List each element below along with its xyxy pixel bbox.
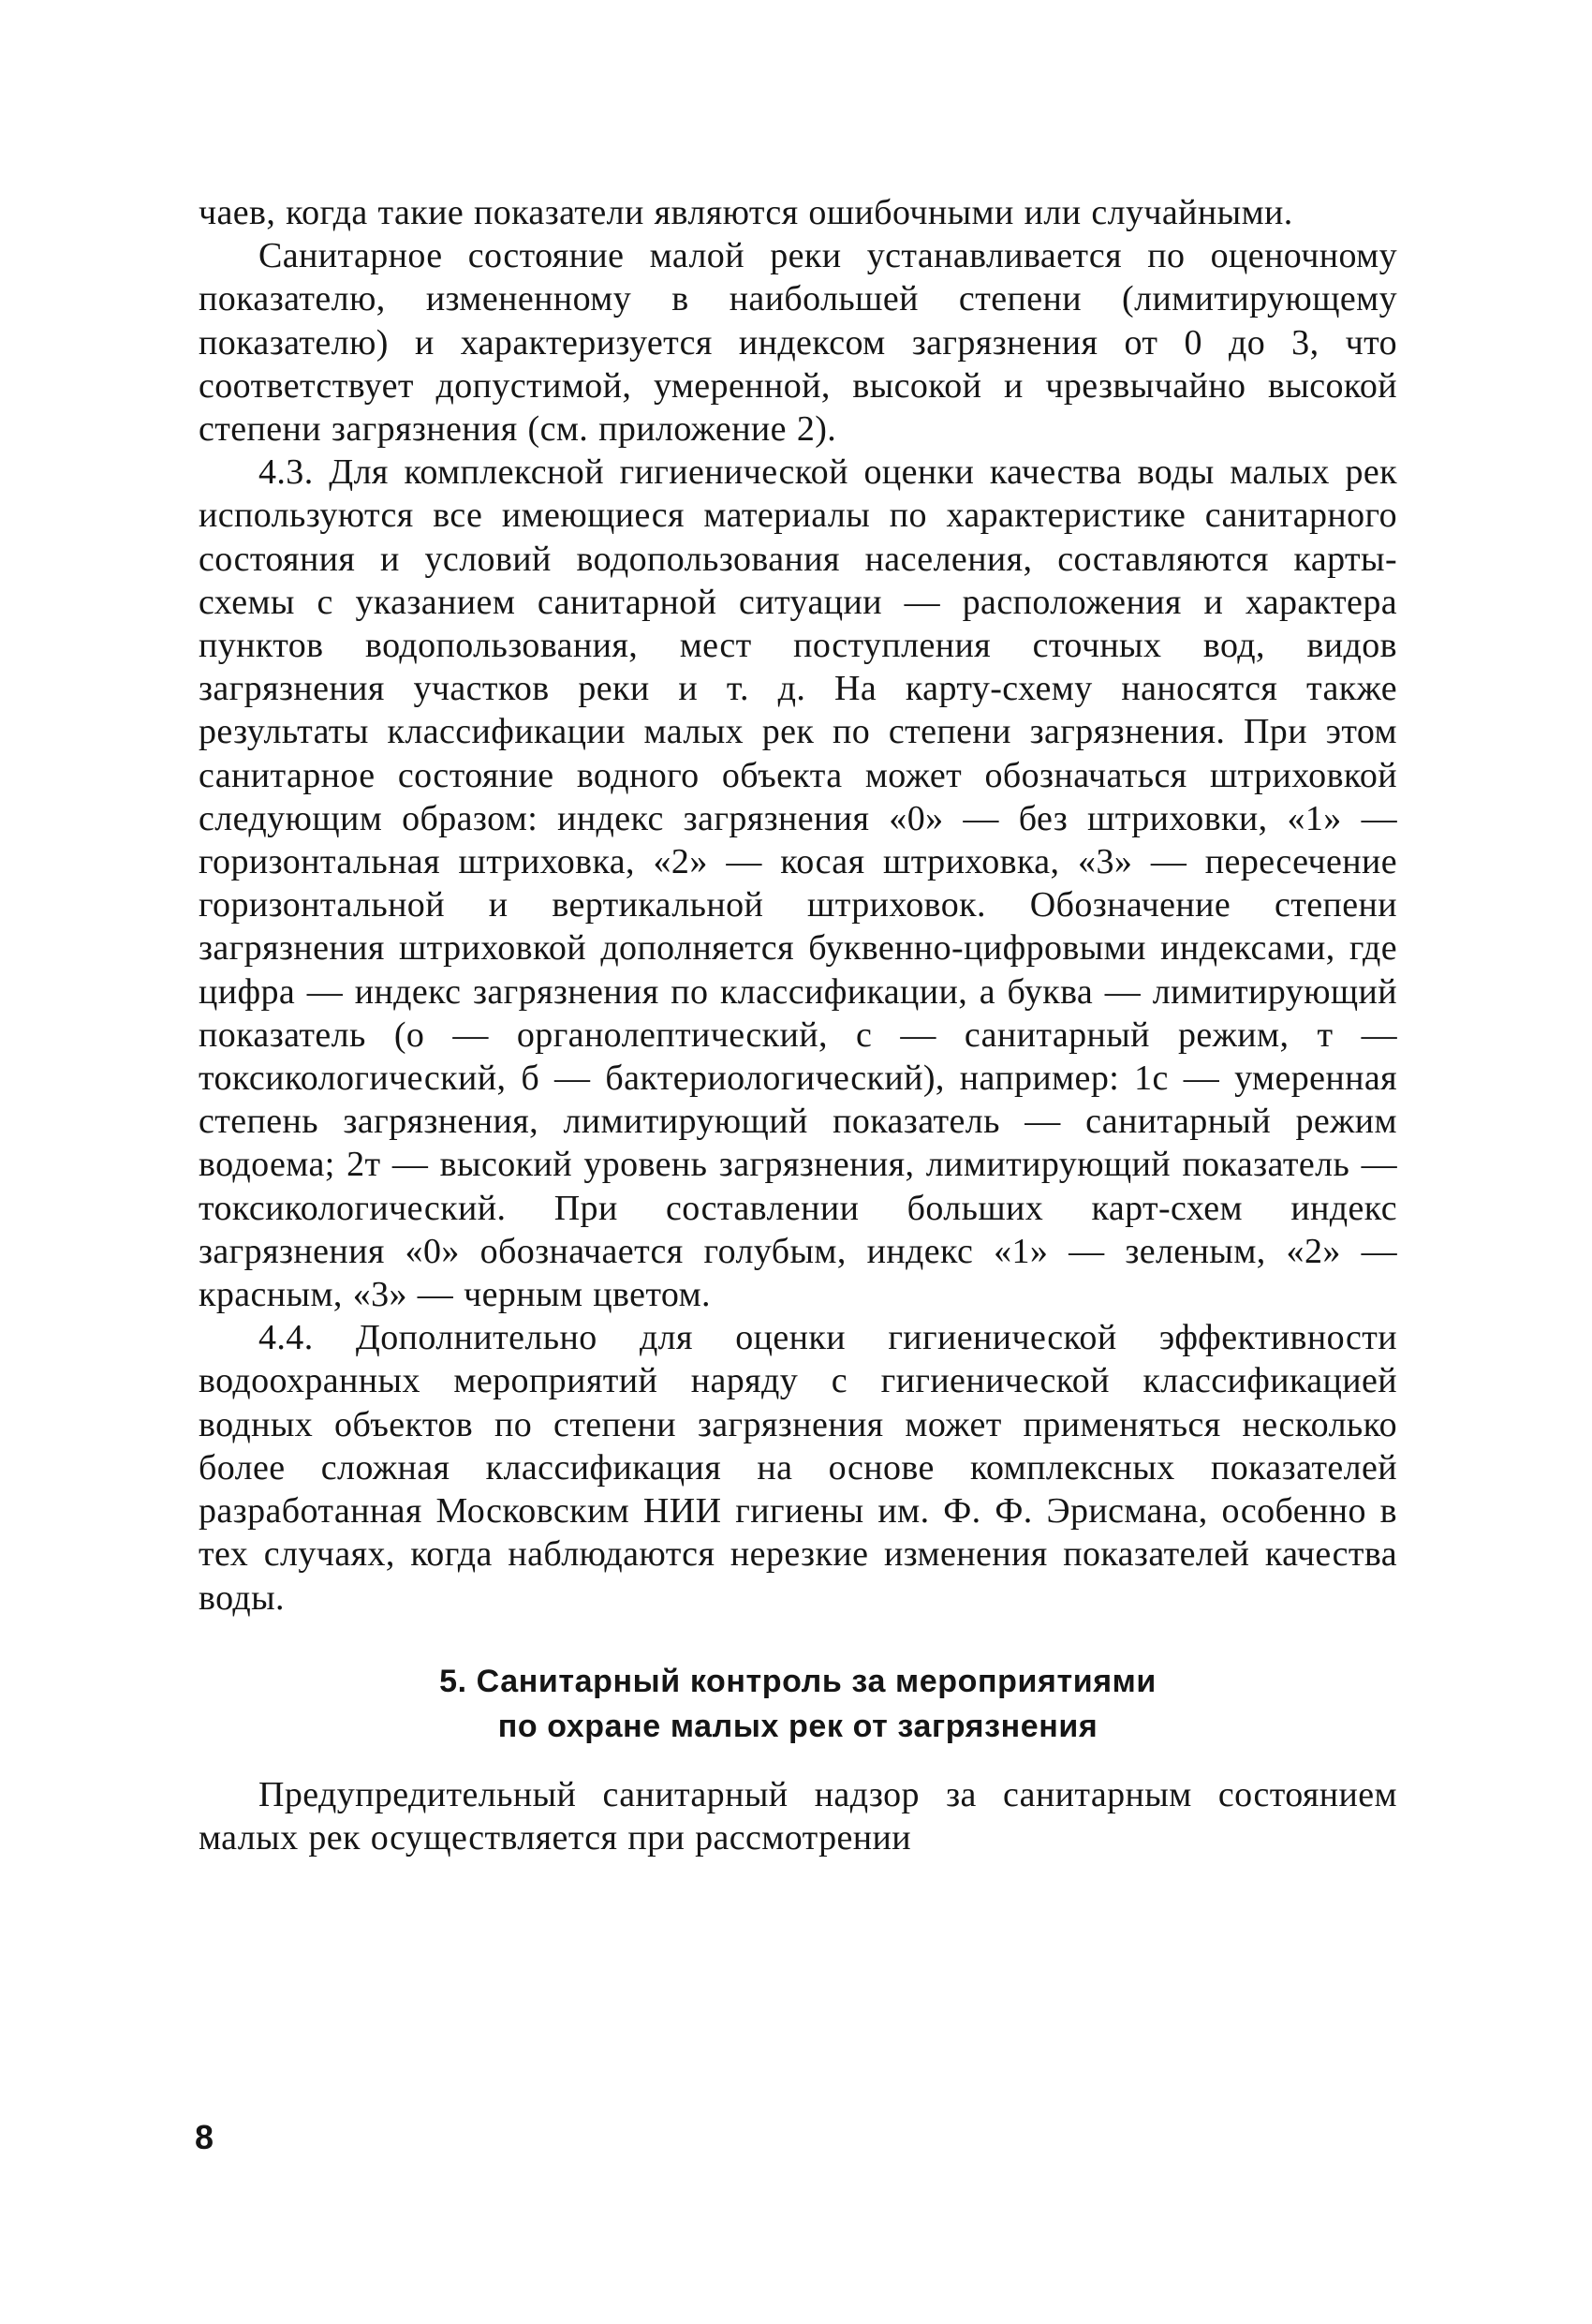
section-heading-line-2: по охране малых рек от загрязнения — [497, 1708, 1098, 1744]
paragraph-preventive-supervision: Предупредительный санитарный надзор за санитарным состоянием малых рек осуществляется при рассмотрении — [199, 1774, 1397, 1858]
page-number: 8 — [195, 2118, 214, 2156]
paragraph-continuation: чаев, когда такие показатели являются ошибочными или случайными. — [199, 193, 1293, 232]
document-page — [199, 191, 1397, 1859]
section-heading-line-1: 5. Санитарный контроль за мероприятиями — [439, 1663, 1157, 1699]
paragraph-4-3: 4.3. Для комплексной гигиенической оценки качества воды малых рек используются все имеющиеся материалы по характеристике санитарного состояния и условий водопользования населения, составляются карты-схемы с указанием санитарной ситуации — расположения и характера пунктов водопользования, мест поступления сточных вод, видов загрязнения участков реки и т. д. На карту-схему наносятся также результаты классификации малых рек по степени загрязнения. При этом санитарное состояние водного объекта может обозначаться штриховкой следующим образом: индекс загрязнения «0» — без штриховки, «1» — горизонтальная штриховка, «2» — косая штриховка, «3» — пересечение горизонтальной и вертикальной штриховок. Обозначение степени загрязнения штриховкой дополняется буквенно-цифровыми индексами, где цифра — индекс загрязнения по классификации, а буква — лимитирующий показатель (о — органолептический, с — санитарный режим, т — токсикологический, б — бактериологический), например: 1с — умеренная степень загрязнения, лимитирующий показатель — санитарный режим водоема; 2т — высокий уровень загрязнения, лимитирующий показатель — токсикологический. При составлении больших карт-схем индекс загрязнения «0» обозначается голубым, индекс «1» — зеленым, «2» — красным, «3» — черным цветом. — [199, 452, 1397, 1315]
paragraph-4-4: 4.4. Дополнительно для оценки гигиенической эффективности водоохранных мероприятий наряду с гигиенической классификацией водных объектов по степени загрязнения может применяться несколько более сложная классификация на основе комплексных показателей разработанная Московским НИИ гигиены им. Ф. Ф. Эрисмана, особенно в тех случаях, когда наблюдаются нерезкие изменения показателей качества воды. — [199, 1318, 1397, 1618]
paragraph-sanitary-state: Санитарное состояние малой реки устанавливается по оценочному показателю, измененному в наибольшей степени (лимитирующему показателю) и характеризуется индексом загрязнения от 0 до 3, что соответствует допустимой, умеренной, высокой и чрезвычайно высокой степени загрязнения (см. приложение 2). — [199, 236, 1397, 450]
section-heading — [199, 1659, 1397, 1749]
